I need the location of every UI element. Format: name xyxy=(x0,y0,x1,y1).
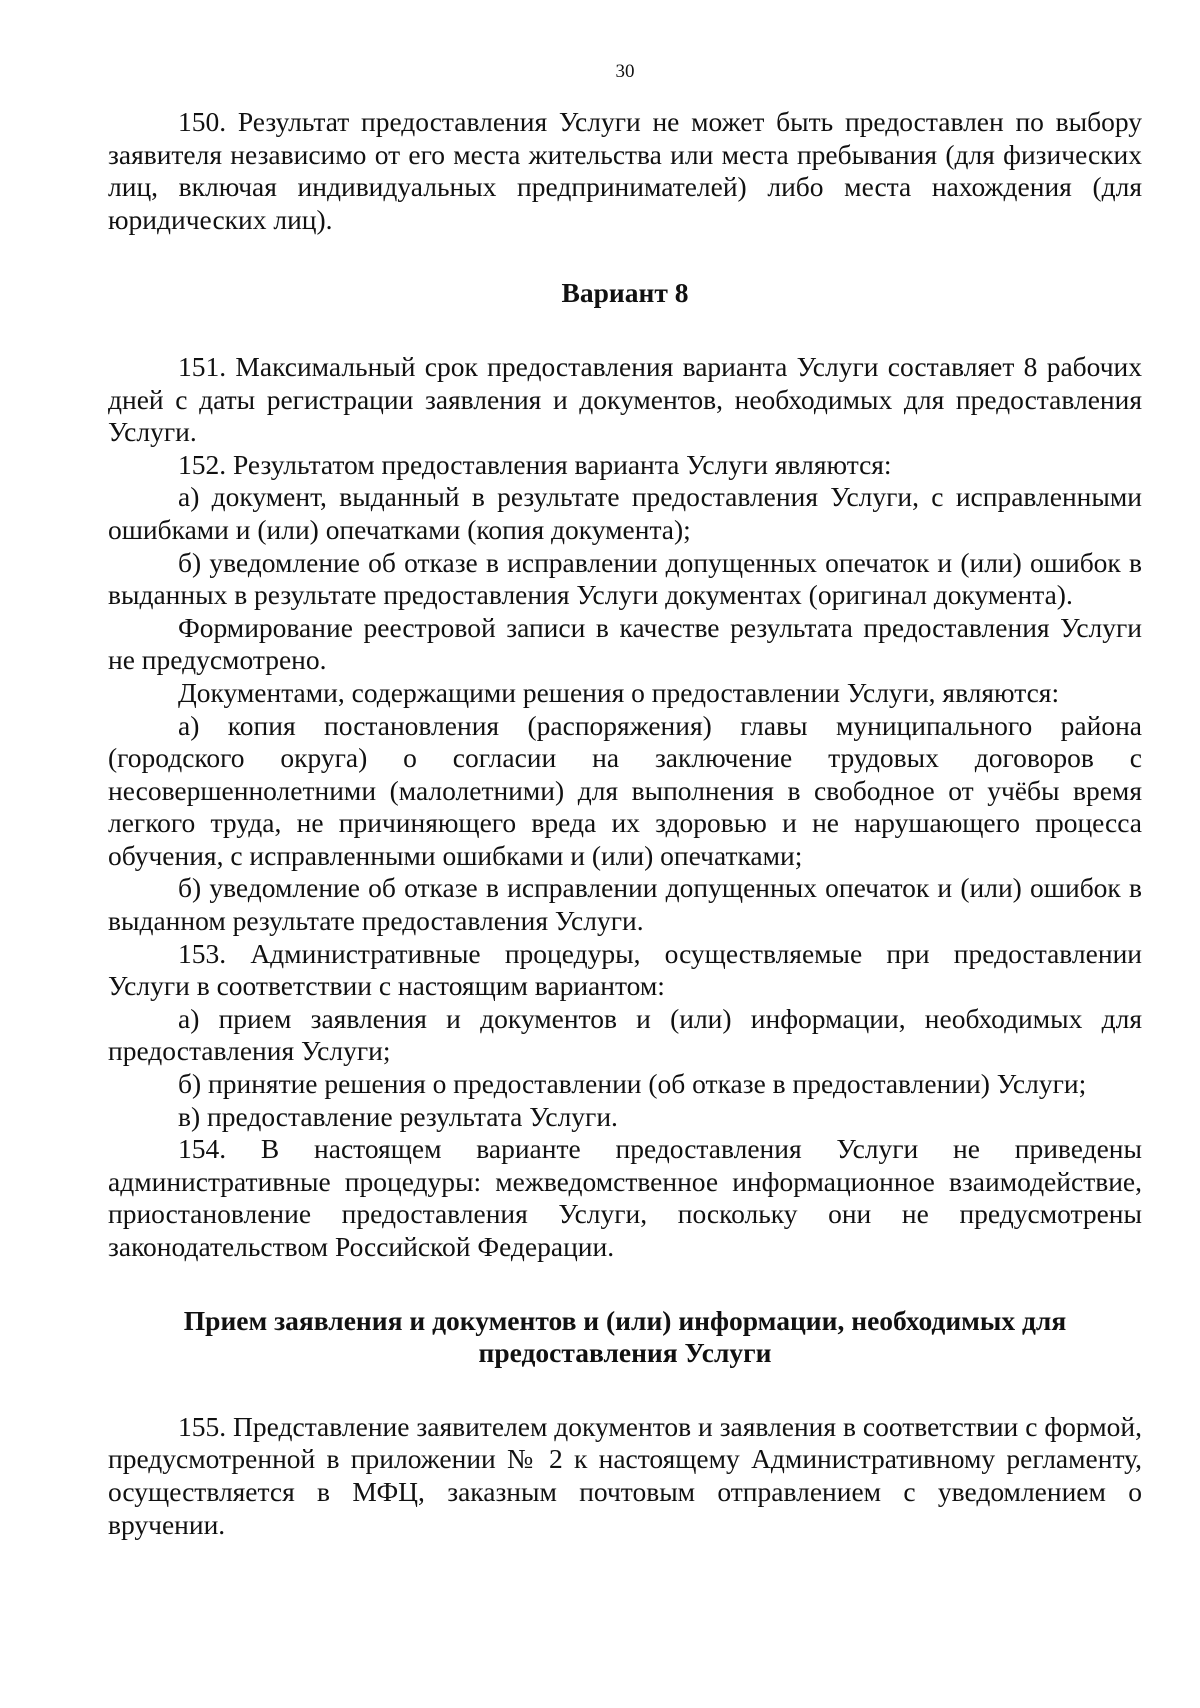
heading-section-intake xyxy=(108,1305,1142,1370)
paragraph-153-c: в) предоставление результата Услуги. xyxy=(178,1100,618,1132)
paragraph-registry-record: Формирование реестровой записи в качестве результата предоставления Услуги не предусмотрено. xyxy=(108,611,1142,676)
paragraph-decision-a: а) копия постановления (распоряжения) главы муниципального района (городского округа) о согласии на заключение трудовых договоров с несовершеннолетними (малолетними) для выполнения в свободное от учёбы время легкого труда, не причиняющего вреда их здоровью и не нарушающего процесса обучения, с исправленными ошибками и (или) опечатками; xyxy=(108,709,1142,871)
paragraph-155: 155. Представление заявителем документов и заявления в соответствии с формой, предусмотренной в приложении № 2 к настоящему Административному регламенту, осуществляется в МФЦ, заказным почтовым отправлением с уведомлением о вручении. xyxy=(108,1410,1142,1540)
page-number: 30 xyxy=(615,61,635,82)
paragraph-151: 151. Максимальный срок предоставления варианта Услуги составляет 8 рабочих дней с даты регистрации заявления и документов, необходимых для предоставления Услуги. xyxy=(108,350,1142,448)
heading-section-line-2: предоставления Услуги xyxy=(478,1337,772,1369)
paragraph-150: 150. Результат предоставления Услуги не может быть предоставлен по выбору заявителя независимо от его места жительства или места пребывания (для физических лиц, включая индивидуальных предпринимателей) либо места нахождения (для юридических лиц). xyxy=(108,106,1142,235)
paragraph-153-b: б) принятие решения о предоставлении (об отказе в предоставлении) Услуги; xyxy=(178,1068,1087,1100)
paragraph-153-a: а) прием заявления и документов и (или) информации, необходимых для предоставления Услуги; xyxy=(108,1002,1142,1067)
paragraph-153: 153. Административные процедуры, осуществляемые при предоставлении Услуги в соответствии с настоящим вариантом: xyxy=(108,937,1142,1002)
heading-section-line-1: Прием заявления и документов и (или) информации, необходимых для xyxy=(183,1304,1067,1336)
heading-variant-8: Вариант 8 xyxy=(561,277,689,309)
paragraph-154: 154. В настоящем варианте предоставления Услуги не приведены административные процедуры: межведомственное информационное взаимодействие, приостановление предоставления Услуги, поскольку они не предусмотрены законодательством Российской Федерации. xyxy=(108,1133,1142,1262)
paragraph-decision-documents: Документами, содержащими решения о предоставлении Услуги, являются: xyxy=(178,676,1060,708)
paragraph-152: 152. Результатом предоставления варианта Услуги являются: xyxy=(178,448,892,480)
paragraph-decision-b: б) уведомление об отказе в исправлении допущенных опечаток и (или) ошибок в выданном результате предоставления Услуги. xyxy=(108,872,1142,937)
paragraph-152-b: б) уведомление об отказе в исправлении допущенных опечаток и (или) ошибок в выданных в результате предоставления Услуги документах (оригинал документа). xyxy=(108,546,1142,611)
paragraph-152-a: а) документ, выданный в результате предоставления Услуги, с исправленными ошибками и (или) опечатками (копия документа); xyxy=(108,481,1142,545)
